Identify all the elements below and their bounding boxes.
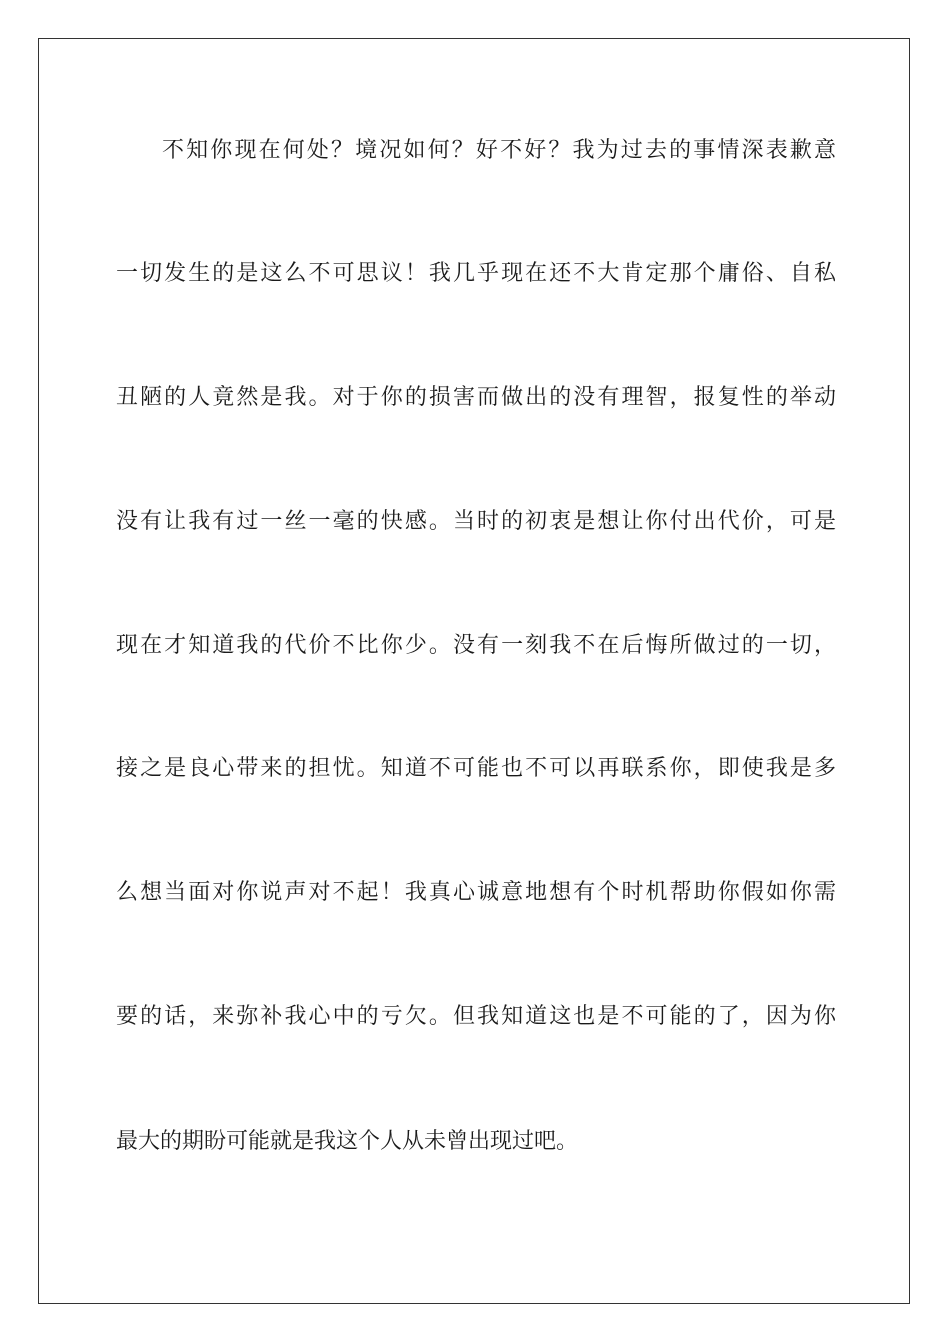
text-line: 丑陋的人竟然是我。对于你的损害而做出的没有理智，报复性的举动 — [116, 385, 836, 410]
text-line: 没有让我有过一丝一毫的快感。当时的初衷是想让你付出代价，可是 — [116, 509, 836, 534]
text-line: 么想当面对你说声对不起！我真心诚意地想有个时机帮助你假如你需 — [116, 880, 836, 905]
text-line: 不知你现在何处？境况如何？好不好？我为过去的事情深表歉意 — [162, 138, 836, 163]
text-line: 一切发生的是这么不可思议！我几乎现在还不大肯定那个庸俗、自私 — [116, 261, 836, 286]
text-line: 接之是良心带来的担忧。知道不可能也不可以再联系你，即使我是多 — [116, 756, 836, 781]
text-line: 最大的期盼可能就是我这个人从未曾出现过吧。 — [116, 1129, 579, 1154]
text-line: 要的话，来弥补我心中的亏欠。但我知道这也是不可能的了，因为你 — [116, 1004, 836, 1029]
text-line: 现在才知道我的代价不比你少。没有一刻我不在后悔所做过的一切， — [116, 633, 836, 658]
page-border — [38, 38, 910, 1304]
